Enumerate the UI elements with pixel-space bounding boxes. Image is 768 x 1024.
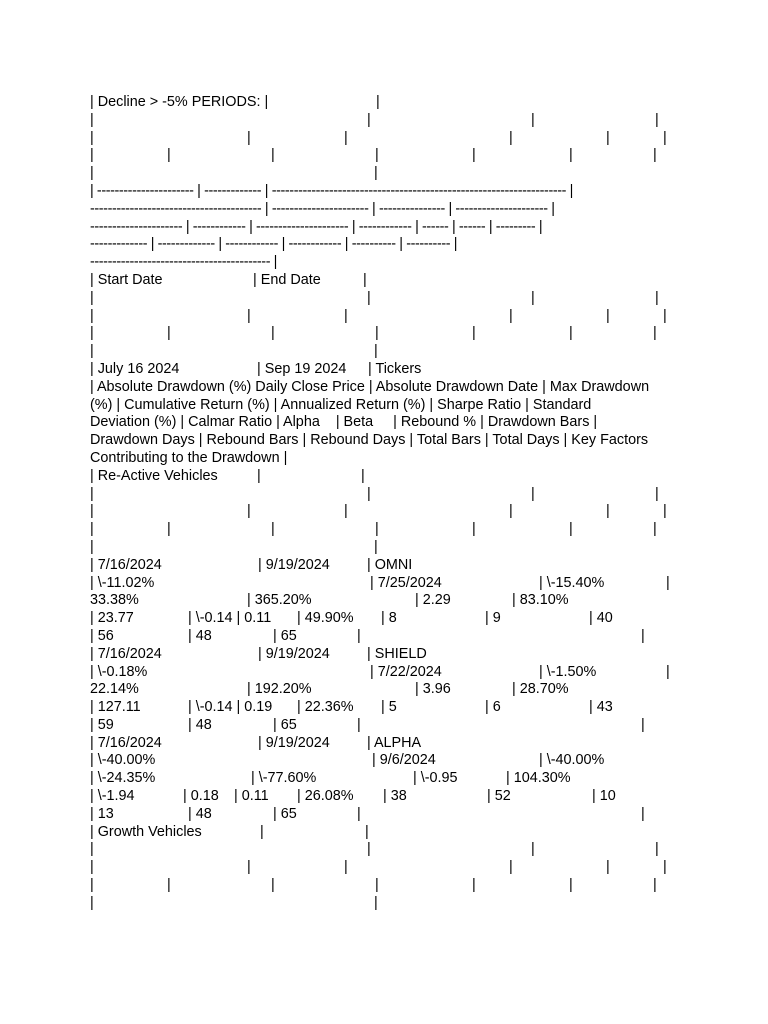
line-text: |: [666, 663, 670, 680]
line-text: | Start Date: [90, 271, 163, 288]
line-text: | Sep 19 2024: [257, 360, 347, 377]
line-text: |: [569, 877, 573, 894]
line-text: | 0.18: [183, 788, 219, 805]
line-text: | Absolute Drawdown (%) Daily Close Price | Absolute Drawdown Date | Max Drawdown: [90, 378, 650, 395]
document-line: [90, 219, 690, 237]
line-text: |: [655, 485, 659, 502]
line-text: |: [653, 147, 657, 164]
line-text: |: [663, 503, 667, 520]
line-text: | 9/19/2024: [258, 734, 330, 751]
line-text: |: [90, 841, 94, 858]
line-text: | 22.36%: [297, 699, 354, 716]
line-text: | 48: [188, 716, 212, 733]
line-text: --------------------- | ------------ | --------------------- | ------------ | ------ | ------ | --------- |: [90, 218, 543, 235]
document-line: [90, 432, 690, 450]
line-text: |: [374, 894, 378, 911]
line-text: |: [271, 147, 275, 164]
line-text: |: [666, 574, 670, 591]
line-text: | 13: [90, 805, 114, 822]
line-text: |: [344, 129, 348, 146]
line-text: |: [374, 343, 378, 360]
document-line: [90, 521, 690, 539]
line-text: |: [357, 627, 361, 644]
line-text: |: [376, 94, 380, 110]
line-text: |: [531, 289, 535, 306]
line-text: |: [167, 521, 171, 538]
document-line: [90, 859, 690, 877]
document-line: [90, 272, 690, 290]
line-text: | 3.96: [415, 681, 451, 698]
document-line: [90, 628, 690, 646]
line-text: | Growth Vehicles: [90, 823, 202, 840]
line-text: |: [569, 147, 573, 164]
line-text: |: [653, 877, 657, 894]
line-text: |: [271, 325, 275, 342]
line-text: |: [569, 521, 573, 538]
line-text: |: [655, 841, 659, 858]
document-line: [90, 450, 690, 468]
document-line: [90, 752, 690, 770]
document-line: [90, 699, 690, 717]
line-text: | \-24.35%: [90, 770, 156, 787]
line-text: |: [375, 877, 379, 894]
line-text: | 28.70%: [512, 681, 569, 698]
document-line: [90, 308, 690, 326]
line-text: | \-0.18%: [90, 663, 148, 680]
document-line: [90, 664, 690, 682]
line-text: | 83.10%: [512, 592, 569, 609]
line-text: |: [365, 823, 369, 840]
line-text: | \-40.00%: [539, 752, 605, 769]
line-text: |: [357, 805, 361, 822]
document-line: [90, 147, 690, 165]
line-text: |: [653, 325, 657, 342]
line-text: |: [357, 716, 361, 733]
line-text: |: [374, 538, 378, 555]
line-text: |: [344, 503, 348, 520]
document-line: [90, 610, 690, 628]
line-text: | \-1.94: [90, 788, 135, 805]
line-text: |: [90, 129, 94, 146]
line-text: |: [344, 859, 348, 876]
line-text: |: [260, 823, 264, 840]
line-text: |: [509, 503, 513, 520]
line-text: |: [641, 627, 645, 644]
document-line: [90, 877, 690, 895]
line-text: | \-40.00%: [90, 752, 156, 769]
line-text: | 7/25/2024: [370, 574, 442, 591]
line-text: |: [663, 859, 667, 876]
line-text: |: [509, 307, 513, 324]
line-text: |: [606, 129, 610, 146]
document-line: [90, 895, 690, 913]
line-text: |: [344, 307, 348, 324]
line-text: Drawdown Days | Rebound Bars | Rebound Days | Total Bars | Total Days | Key Factors: [90, 432, 649, 449]
line-text: | 65: [273, 627, 297, 644]
document-line: [90, 397, 690, 415]
document-line: [90, 112, 690, 130]
line-text: | 6: [485, 699, 501, 716]
line-text: 22.14%: [90, 681, 139, 698]
line-text: | 192.20%: [247, 681, 312, 698]
document-body: [90, 94, 690, 913]
line-text: | ---------------------- | ------------- | ------------------------------------------------------------------- |: [90, 182, 573, 199]
line-text: | 2.29: [415, 592, 451, 609]
line-text: |: [247, 307, 251, 324]
line-text: | \-0.14 | 0.19: [188, 699, 273, 716]
document-line: [90, 824, 690, 842]
line-text: |: [375, 325, 379, 342]
line-text: Contributing to the Drawdown |: [90, 449, 288, 466]
line-text: | 7/16/2024: [90, 645, 162, 662]
document-line: [90, 468, 690, 486]
line-text: | OMNI: [367, 556, 413, 573]
line-text: | \-0.14 | 0.11: [188, 610, 272, 627]
line-text: | 49.90%: [297, 610, 354, 627]
line-text: |: [90, 325, 94, 342]
line-text: | End Date: [253, 271, 321, 288]
document-line: [90, 379, 690, 397]
line-text: |: [509, 859, 513, 876]
line-text: | Decline > -5% PERIODS: |: [90, 94, 269, 110]
line-text: | 9: [485, 610, 501, 627]
line-text: | 9/6/2024: [372, 752, 436, 769]
line-text: |: [167, 325, 171, 342]
line-text: |: [90, 877, 94, 894]
line-text: | 10: [592, 788, 616, 805]
line-text: | \-15.40%: [539, 574, 605, 591]
document-line: [90, 592, 690, 610]
line-text: |: [90, 165, 94, 182]
line-text: |: [367, 841, 371, 858]
document-line: [90, 361, 690, 379]
line-text: |: [90, 307, 94, 324]
line-text: |: [663, 307, 667, 324]
line-text: |: [641, 805, 645, 822]
line-text: | 65: [273, 805, 297, 822]
document-line: [90, 183, 690, 201]
line-text: |: [655, 289, 659, 306]
document-line: [90, 646, 690, 664]
line-text: |: [90, 521, 94, 538]
document-line: [90, 841, 690, 859]
line-text: | 59: [90, 716, 114, 733]
line-text: Deviation (%) | Calmar Ratio | Alpha | Beta | Rebound % | Drawdown Bars |: [90, 414, 598, 431]
line-text: |: [531, 485, 535, 502]
line-text: | SHIELD: [367, 645, 427, 662]
document-line: [90, 735, 690, 753]
line-text: |: [271, 521, 275, 538]
line-text: |: [509, 129, 513, 146]
line-text: | 7/22/2024: [370, 663, 442, 680]
line-text: |: [90, 111, 94, 128]
line-text: | 38: [383, 788, 407, 805]
line-text: |: [569, 325, 573, 342]
line-text: |: [90, 485, 94, 502]
line-text: |: [271, 877, 275, 894]
document-line: [90, 290, 690, 308]
line-text: | \-11.02%: [90, 574, 155, 591]
line-text: |: [247, 129, 251, 146]
line-text: |: [472, 325, 476, 342]
document-line: [90, 236, 690, 254]
line-text: |: [375, 521, 379, 538]
line-text: |: [606, 503, 610, 520]
line-text: | 48: [188, 805, 212, 822]
document-line: [90, 503, 690, 521]
document-line: [90, 717, 690, 735]
line-text: |: [472, 521, 476, 538]
line-text: | 7/16/2024: [90, 734, 162, 751]
line-text: |: [663, 129, 667, 146]
line-text: | 23.77: [90, 610, 134, 627]
line-text: 33.38%: [90, 592, 139, 609]
document-line: [90, 94, 690, 112]
line-text: |: [472, 877, 476, 894]
line-text: | Tickers: [368, 360, 422, 377]
line-text: |: [257, 467, 261, 484]
line-text: | 9/19/2024: [258, 645, 330, 662]
line-text: | 40: [589, 610, 613, 627]
line-text: |: [531, 111, 535, 128]
line-text: |: [167, 147, 171, 164]
document-line: [90, 254, 690, 272]
document-line: [90, 770, 690, 788]
line-text: | 7/16/2024: [90, 556, 162, 573]
line-text: | 104.30%: [506, 770, 571, 787]
document-line: [90, 414, 690, 432]
line-text: | 26.08%: [297, 788, 354, 805]
document-line: [90, 486, 690, 504]
line-text: | 43: [589, 699, 613, 716]
line-text: | 9/19/2024: [258, 556, 330, 573]
line-text: ----------------------------------------- |: [90, 254, 278, 271]
line-text: | 56: [90, 627, 114, 644]
document-line: [90, 557, 690, 575]
document-line: [90, 201, 690, 219]
line-text: |: [247, 503, 251, 520]
line-text: |: [606, 307, 610, 324]
line-text: |: [606, 859, 610, 876]
line-text: |: [374, 165, 378, 182]
document-line: [90, 575, 690, 593]
line-text: | 0.11: [234, 788, 269, 805]
line-text: |: [472, 147, 476, 164]
document-line: [90, 130, 690, 148]
line-text: |: [655, 111, 659, 128]
line-text: |: [367, 485, 371, 502]
line-text: | \-1.50%: [539, 663, 597, 680]
line-text: | 48: [188, 627, 212, 644]
line-text: | ALPHA: [367, 734, 422, 751]
line-text: |: [90, 343, 94, 360]
line-text: |: [367, 111, 371, 128]
line-text: |: [653, 521, 657, 538]
line-text: (%) | Cumulative Return (%) | Annualized Return (%) | Sharpe Ratio | Standard: [90, 396, 592, 413]
line-text: | 52: [487, 788, 511, 805]
line-text: |: [375, 147, 379, 164]
line-text: | 65: [273, 716, 297, 733]
line-text: |: [90, 894, 94, 911]
line-text: |: [90, 147, 94, 164]
line-text: |: [167, 877, 171, 894]
line-text: |: [90, 503, 94, 520]
line-text: |: [361, 467, 365, 484]
line-text: ------------- | ------------- | ------------ | ------------ | ---------- | ---------- |: [90, 236, 458, 253]
line-text: | Re-Active Vehicles: [90, 467, 218, 484]
line-text: |: [90, 289, 94, 306]
line-text: |: [641, 716, 645, 733]
document-line: [90, 165, 690, 183]
line-text: | 8: [381, 610, 397, 627]
document-line: [90, 325, 690, 343]
line-text: | 5: [381, 699, 397, 716]
line-text: | 365.20%: [247, 592, 312, 609]
document-line: [90, 343, 690, 361]
line-text: --------------------------------------- | ---------------------- | --------------- | --------------------- |: [90, 200, 555, 217]
line-text: |: [363, 271, 367, 288]
document-line: [90, 806, 690, 824]
line-text: | July 16 2024: [90, 360, 180, 377]
line-text: |: [247, 859, 251, 876]
line-text: | 127.11: [90, 699, 141, 716]
line-text: |: [90, 859, 94, 876]
document-line: [90, 681, 690, 699]
line-text: |: [90, 538, 94, 555]
line-text: | \-77.60%: [251, 770, 317, 787]
document-line: [90, 539, 690, 557]
line-text: |: [367, 289, 371, 306]
line-text: | \-0.95: [413, 770, 458, 787]
line-text: |: [531, 841, 535, 858]
document-line: [90, 788, 690, 806]
